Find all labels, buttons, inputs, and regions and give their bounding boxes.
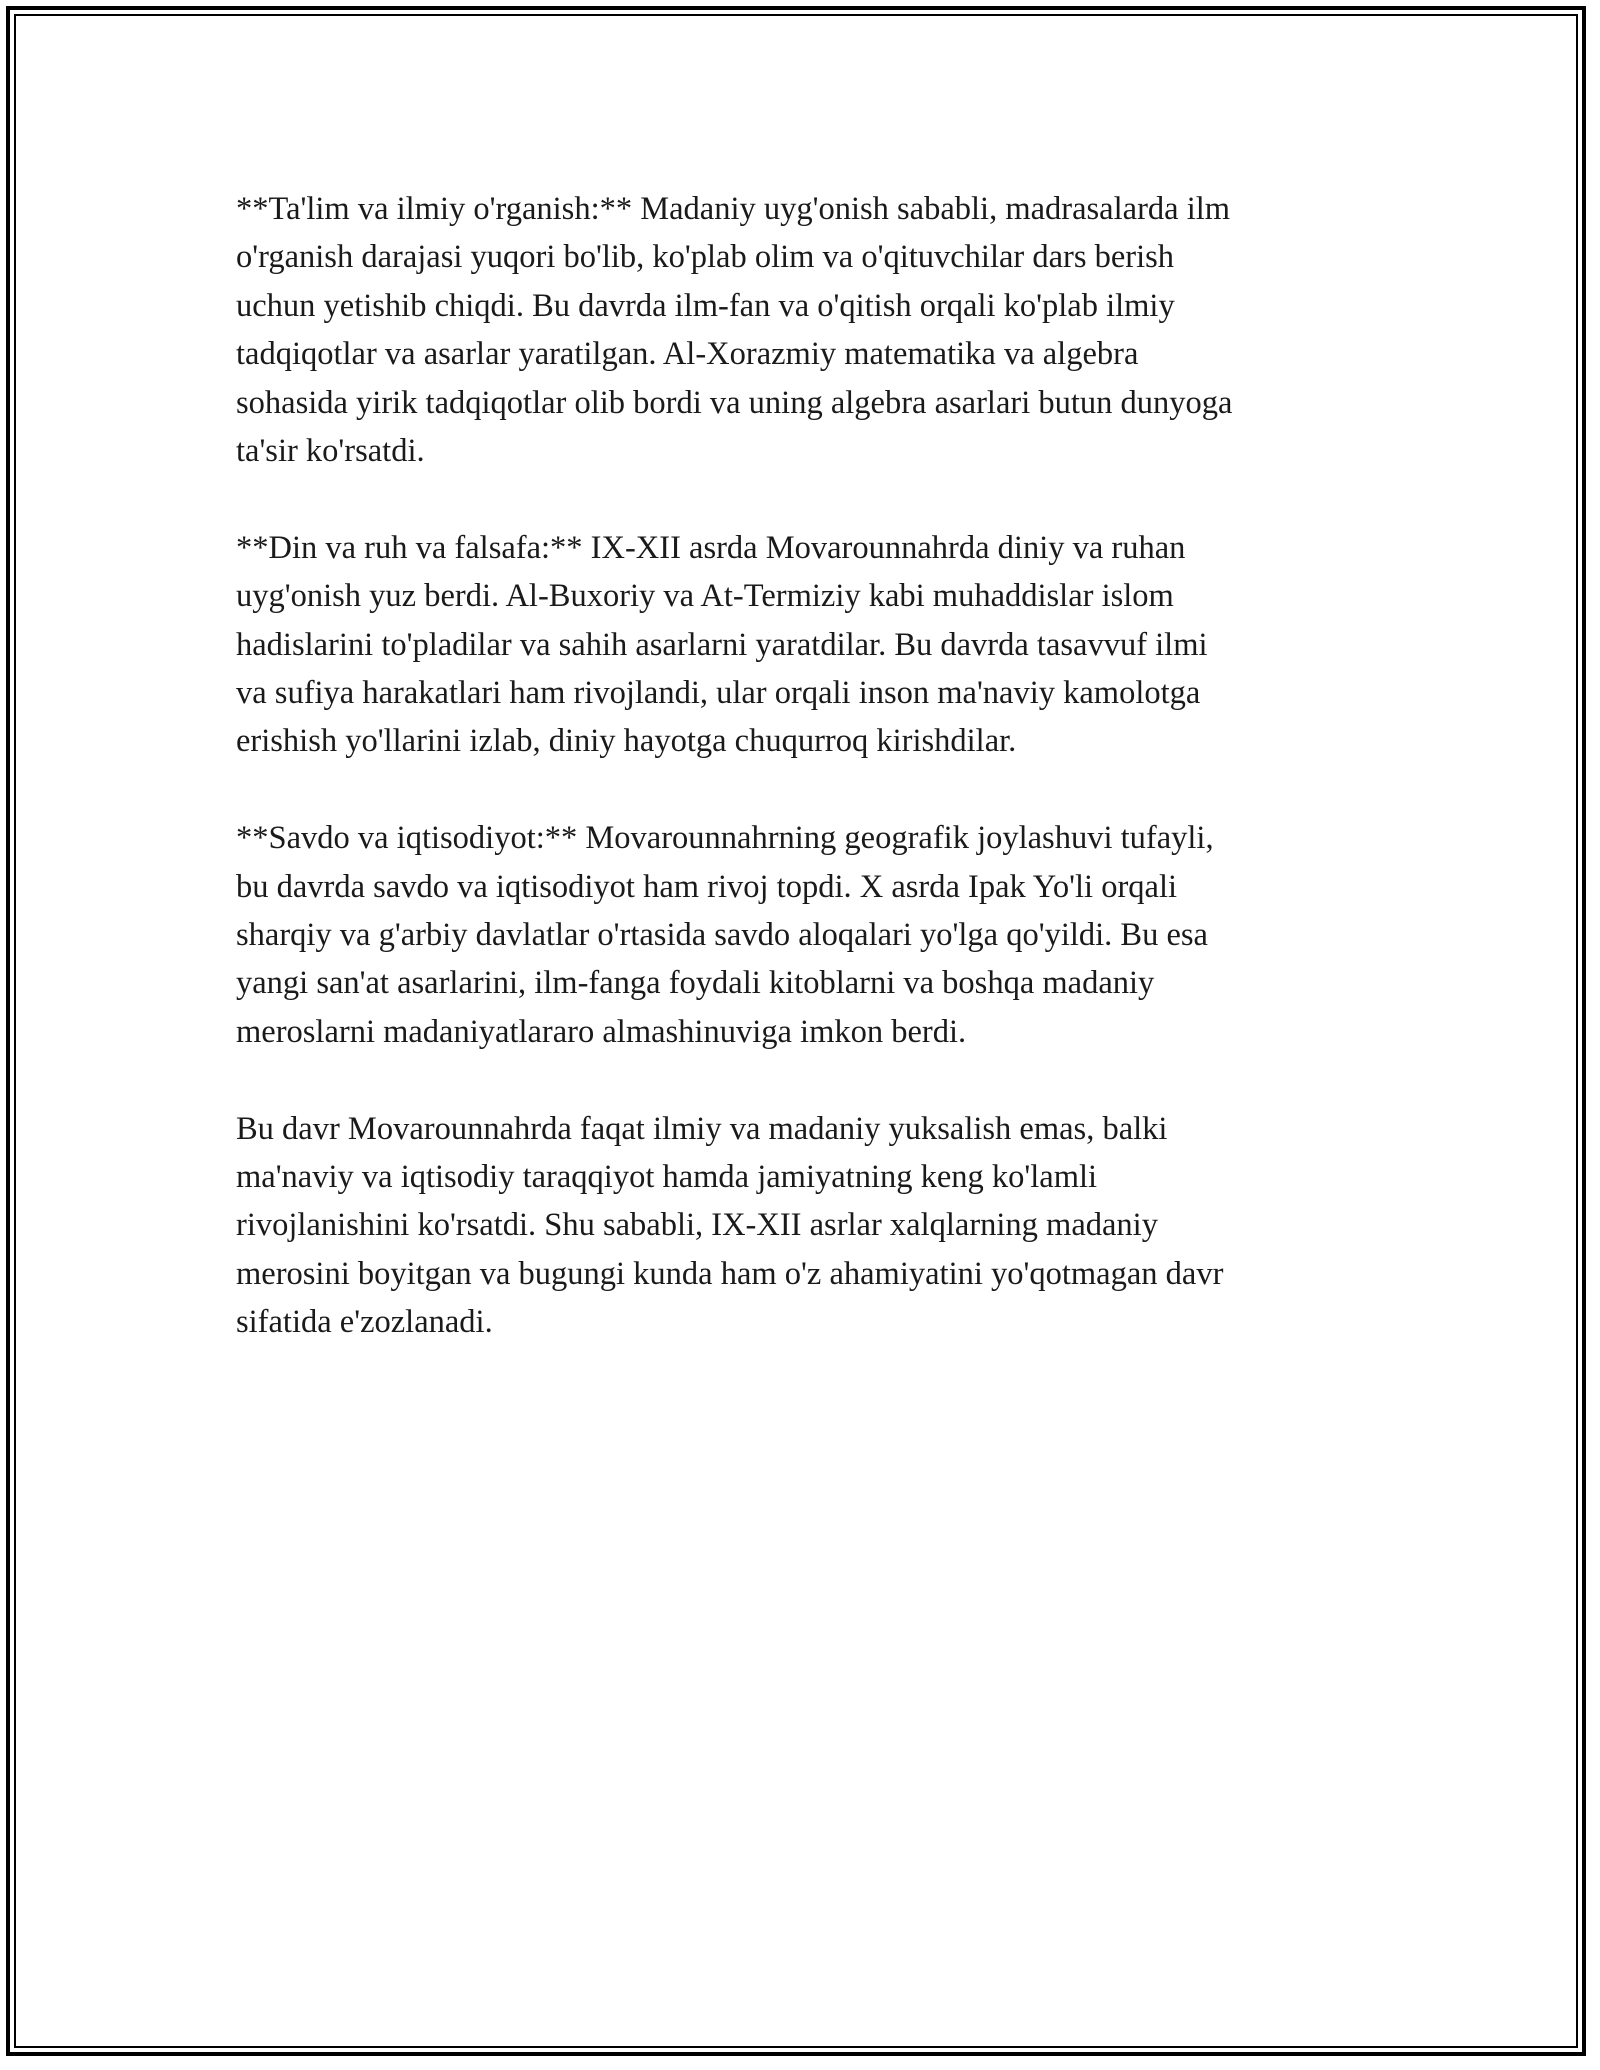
paragraph-trade-economy: **Savdo va iqtisodiyot:** Movarounnahrning geografik joylashuvi tufayli, bu davrda savdo va iqtisodiyot ham rivoj topdi. X asrda Ipak Yo'li orqali sharqiy va g'arbiy davlatlar o'rtasida savdo aloqalari yo'lga qo'yildi. Bu esa yangi san'at asarlarini, ilm-fanga foydali kitoblarni va boshqa madaniy meroslarni madaniyatlararo almashinuviga imkon berdi. [236, 820, 1214, 1050]
paragraph-education: **Ta'lim va ilmiy o'rganish:** Madaniy uyg'onish sababli, madrasalarda ilm o'rganish darajasi yuqori bo'lib, ko'plab olim va o'qituvchilar dars berish uchun yetishib chiqdi. Bu davrda ilm-fan va o'qitish orqali ko'plab ilmiy tadqiqotlar va asarlar yaratilgan. Al-Xorazmiy matematika va algebra sohasida yirik tadqiqotlar olib bordi va uning algebra asarlari butun dunyoga ta'sir ko'rsatdi. [236, 191, 1233, 470]
document-body [236, 185, 1376, 1395]
paragraph-conclusion: Bu davr Movarounnahrda faqat ilmiy va madaniy yuksalish emas, balki ma'naviy va iqtisodiy taraqqiyot hamda jamiyatning keng ko'lamli rivojlanishini ko'rsatdi. Shu sababli, IX-XII asrlar xalqlarning madaniy merosini boyitgan va bugungi kunda ham o'z ahamiyatini yo'qotmagan davr sifatida e'zozlanadi. [236, 1110, 1224, 1341]
paragraph-religion-philosophy: **Din va ruh va falsafa:** IX-XII asrda Movarounnahrda diniy va ruhan uyg'onish yuz berdi. Al-Buxoriy va At-Termiziy kabi muhaddislar islom hadislarini to'pladilar va sahih asarlarni yaratdilar. Bu davrda tasavvuf ilmi va sufiya harakatlari ham rivojlandi, ular orqali inson ma'naviy kamolotga erishish yo'llarini izlab, diniy hayotga chuqurroq kirishdilar. [236, 529, 1208, 760]
